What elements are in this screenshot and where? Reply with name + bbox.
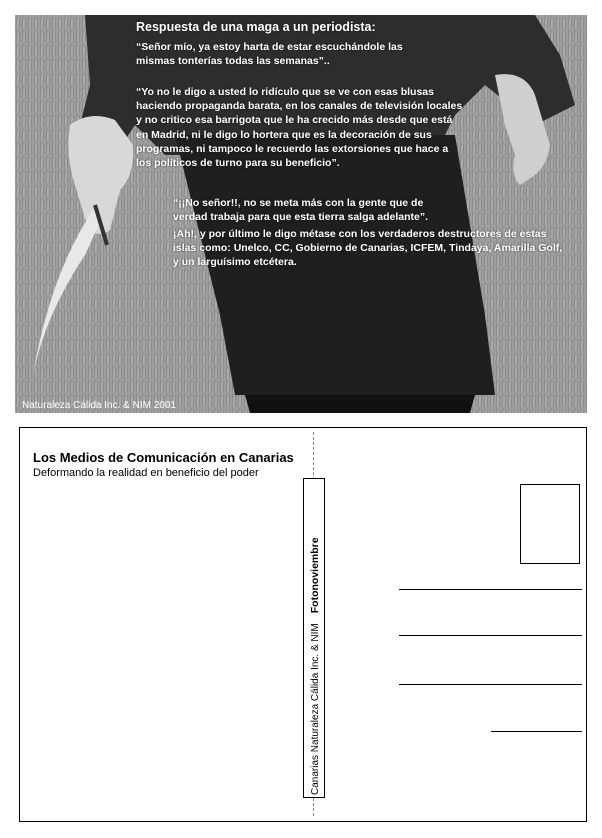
vertical-credit: Canarias Naturaleza Cálida Inc. & NIM	[309, 623, 321, 795]
front-paragraph-2: “Yo no le digo a usted lo ridículo que se ve con esas blusas haciendo propaganda barata, en los canales de televisión locales y no critico esa barrigota que le ha crecido más desde que está en Madrid, ni le digo lo hortera que es la decoración de sus programas, ni tampoco le recuerdo las extorsiones que hace a los políticos de turno para su beneficio”.	[136, 86, 463, 170]
front-paragraph-3: “¡¡No señor!!, no se meta más con la gente que de verdad trabaja para que esta tierra salga adelante”.	[173, 197, 429, 224]
postcard-back	[19, 427, 587, 822]
postcard-front-photo	[15, 15, 587, 413]
postcard-title: Los Medios de Comunicación en Canarias	[33, 450, 294, 465]
front-paragraph-1: “Señor mío, ya estoy harta de estar escuchándole las mismas tonterías todas las semanas”..	[136, 41, 403, 68]
vertical-brand: Fotonoviembre	[309, 537, 321, 614]
vertical-credit-box	[303, 478, 325, 798]
stamp-box	[520, 484, 580, 564]
address-line-1	[399, 589, 582, 590]
front-title: Respuesta de una maga a un periodista:	[136, 20, 376, 34]
vertical-credit-text	[304, 479, 326, 799]
postcard-subtitle: Deformando la realidad en beneficio del poder	[33, 467, 259, 479]
front-paragraph-4: ¡Ah!, y por último le digo métase con los verdaderos destructores de estas islas como: Unelco, CC, Gobierno de Canarias, ICFEM, Tindaya, Amarilla Golf, y un larguísimo etcétera.	[173, 228, 563, 269]
address-line-3	[399, 684, 582, 685]
address-line-4	[491, 731, 582, 732]
address-line-2	[399, 635, 582, 636]
photo-credit: Naturaleza Cálida Inc. & NIM 2001	[22, 400, 176, 411]
